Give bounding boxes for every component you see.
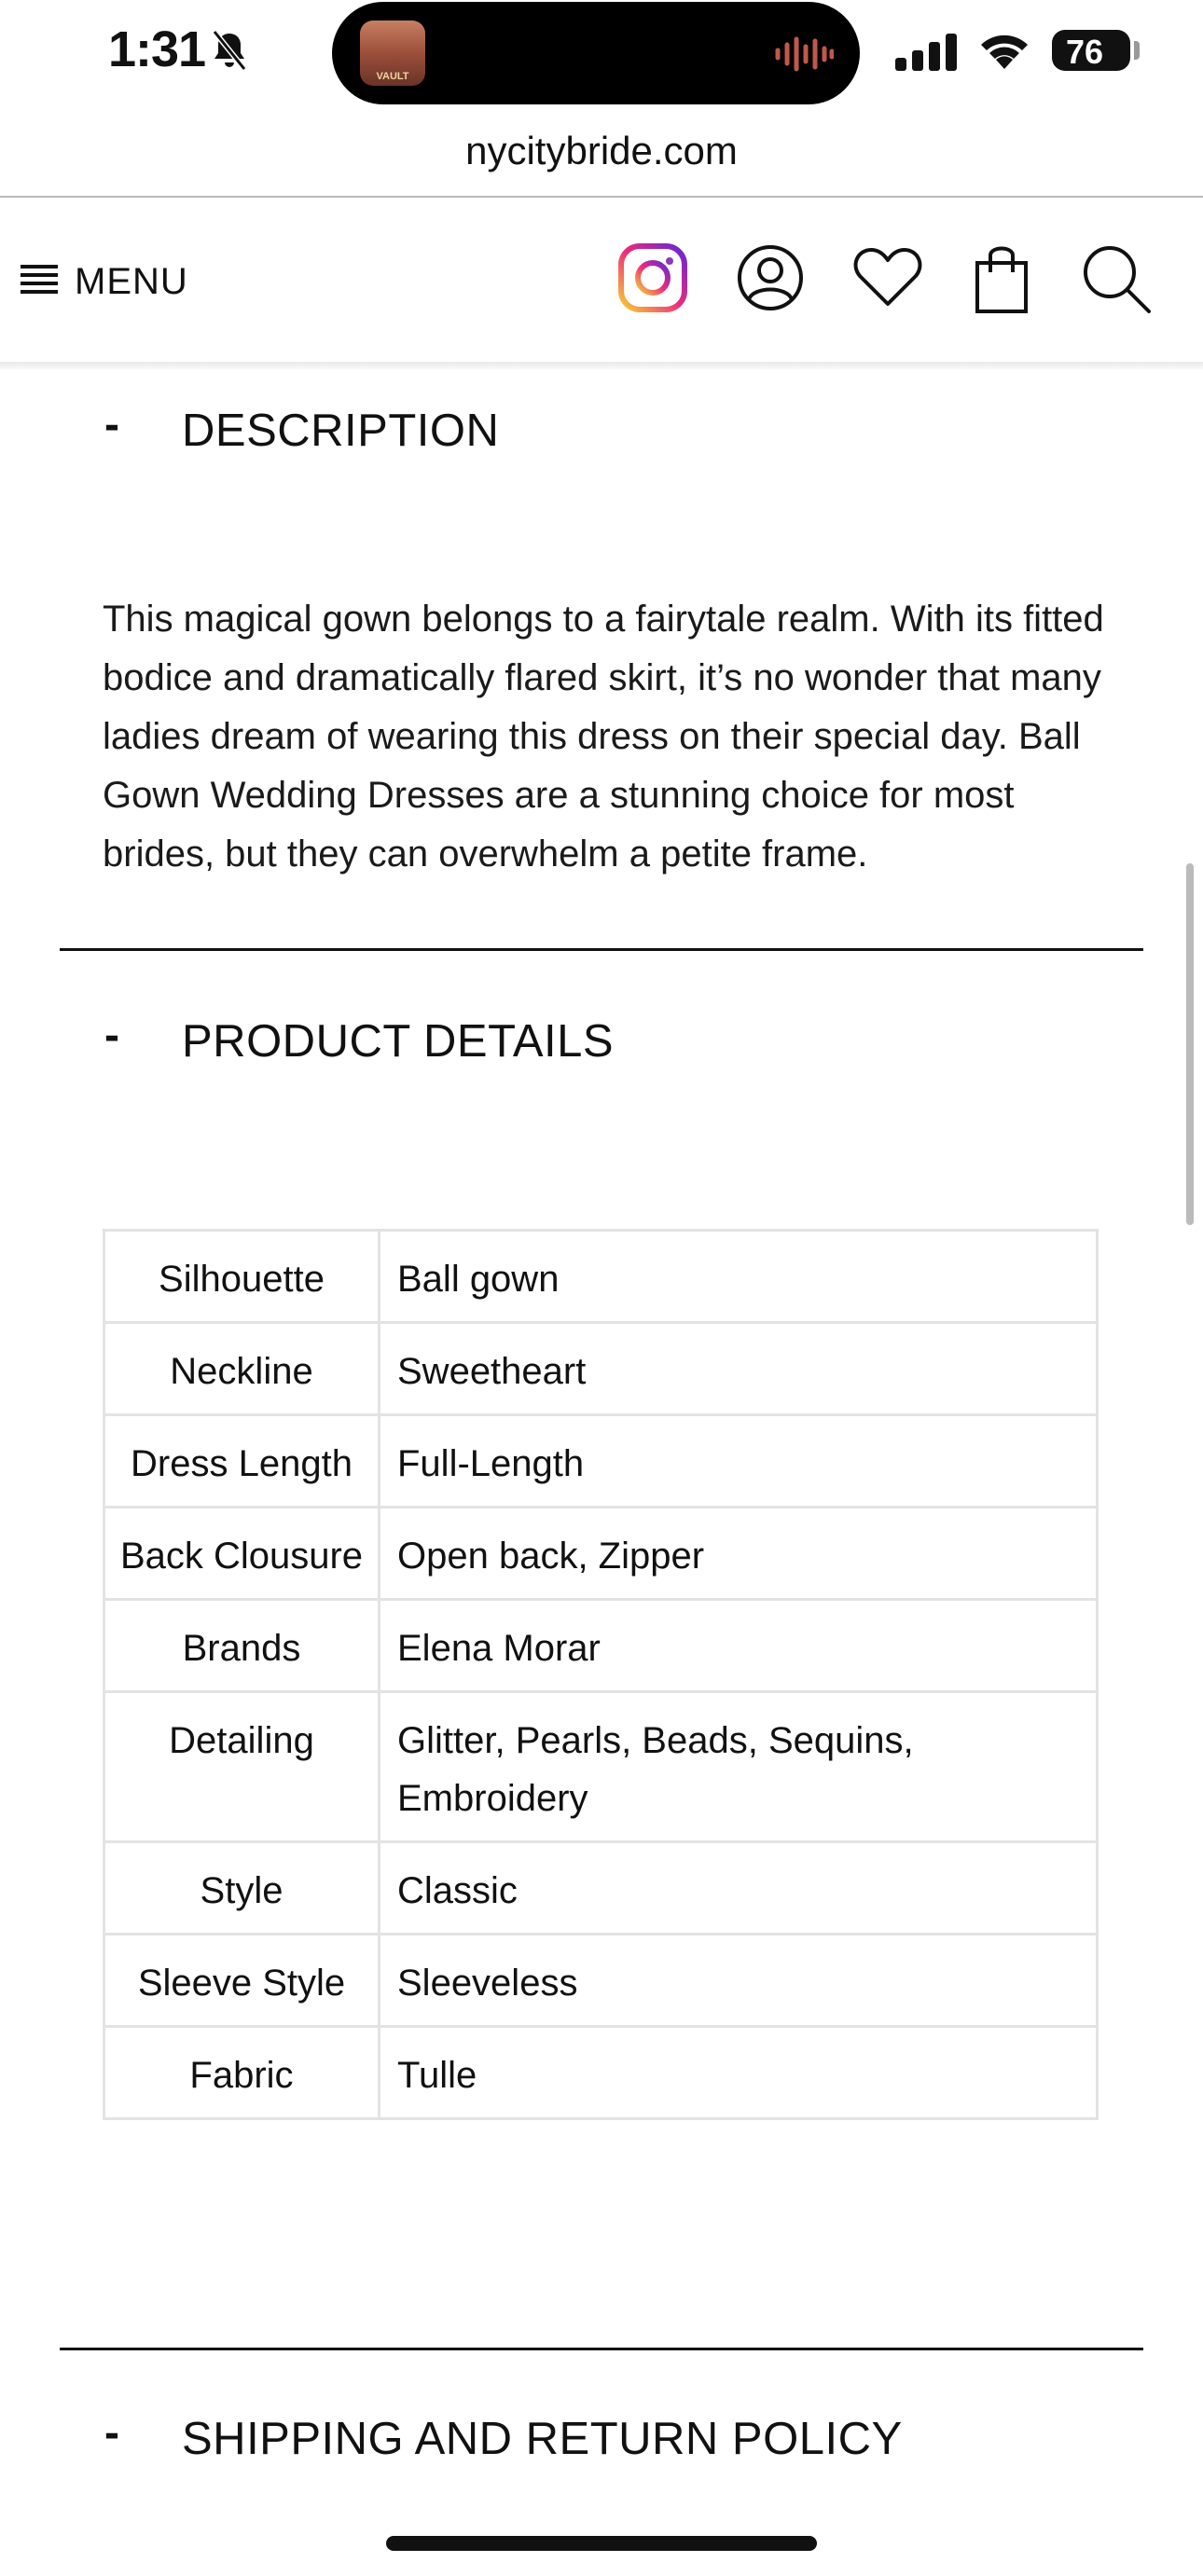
table-row [104, 1231, 1098, 1323]
section-divider [60, 2348, 1143, 2350]
table-row [104, 1692, 1098, 1842]
status-bar [0, 0, 1203, 172]
table-row [104, 2027, 1098, 2119]
menu-label: MENU [75, 260, 188, 302]
battery-icon [1052, 30, 1130, 71]
product-details-heading[interactable]: PRODUCT DETAILS [182, 1016, 615, 1067]
dynamic-island[interactable] [332, 2, 860, 104]
now-playing-thumbnail [360, 21, 425, 86]
waveform-icon [774, 35, 834, 77]
detail-value: Glitter, Pearls, Beads, Sequins, Embroidery [380, 1692, 1098, 1842]
menu-button[interactable] [21, 254, 188, 310]
table-row [104, 1842, 1098, 1935]
detail-label: Sleeve Style [104, 1935, 380, 2027]
account-icon[interactable] [733, 241, 808, 315]
shipping-toggle[interactable]: - [104, 2408, 119, 2458]
table-row [104, 1323, 1098, 1415]
product-details-table [103, 1229, 1099, 2120]
detail-value: Sweetheart [380, 1323, 1098, 1415]
section-divider [60, 948, 1143, 951]
detail-label: Back Clousure [104, 1508, 380, 1600]
bell-slash-icon [207, 28, 252, 77]
instagram-icon[interactable] [615, 241, 690, 315]
thumbnail-text: VAULT [376, 71, 409, 82]
battery-level: 76 [1065, 33, 1104, 71]
bag-icon[interactable] [964, 241, 1039, 315]
shipping-heading[interactable]: SHIPPING AND RETURN POLICY [182, 2414, 903, 2464]
detail-value: Elena Morar [380, 1600, 1098, 1692]
detail-value: Tulle [380, 2027, 1098, 2119]
detail-value: Open back, Zipper [380, 1508, 1098, 1600]
detail-label: Fabric [104, 2027, 380, 2119]
detail-value: Sleeveless [380, 1935, 1098, 2027]
page-scrollbar[interactable] [1186, 863, 1194, 1225]
site-header [0, 198, 1203, 364]
table-row [104, 1415, 1098, 1508]
detail-value: Classic [380, 1842, 1098, 1935]
product-details-toggle[interactable]: - [104, 1011, 119, 1060]
detail-value: Full-Length [380, 1415, 1098, 1508]
detail-label: Style [104, 1842, 380, 1935]
description-text: This magical gown belongs to a fairytale realm. With its fitted bodice and dramatically flared skirt, it’s no wonder that many ladies dream of wearing this dress on their special day. Ball Gown Wedding Dresses are a stunning choice for most brides, but they can overwhelm a petite frame. [103, 599, 1104, 875]
detail-label: Silhouette [104, 1231, 380, 1323]
description-heading[interactable]: DESCRIPTION [182, 406, 500, 456]
battery-cap [1134, 41, 1140, 60]
status-time: 1:31 [108, 21, 206, 77]
description-toggle[interactable]: - [104, 400, 119, 449]
detail-label: Dress Length [104, 1415, 380, 1508]
detail-label: Brands [104, 1600, 380, 1692]
home-indicator[interactable] [386, 2536, 817, 2551]
search-icon[interactable] [1078, 241, 1153, 315]
header-shadow [0, 362, 1203, 369]
signal-icon [895, 34, 957, 76]
address-bar-url[interactable]: nycitybride.com [465, 129, 738, 172]
table-row [104, 1600, 1098, 1692]
table-row [104, 1508, 1098, 1600]
heart-icon[interactable] [850, 241, 925, 315]
wifi-icon [975, 28, 1033, 76]
detail-label: Neckline [104, 1323, 380, 1415]
hamburger-icon [21, 263, 58, 301]
detail-label: Detailing [104, 1692, 380, 1842]
detail-value: Ball gown [380, 1231, 1098, 1323]
table-row [104, 1935, 1098, 2027]
